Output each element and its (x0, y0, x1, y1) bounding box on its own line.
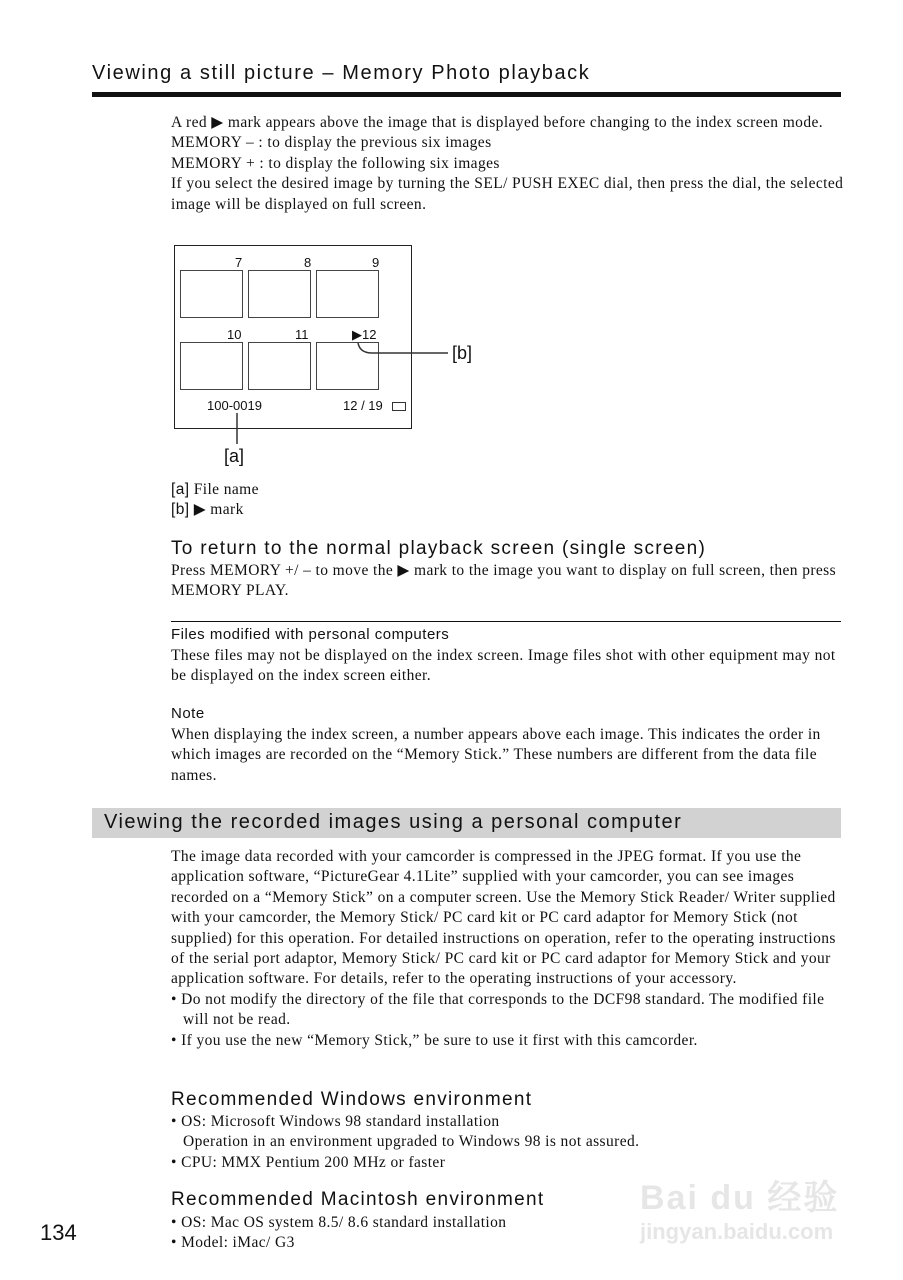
bullet-item: • If you use the new “Memory Stick,” be sure to use it first with this camcorder. (171, 1031, 698, 1049)
file-name: 100-0019 (207, 398, 262, 413)
note-heading: Note (171, 705, 205, 722)
subheading: Recommended Macintosh environment (171, 1189, 545, 1210)
legend-key: [b] (171, 501, 190, 519)
image-number: 11 (295, 327, 309, 342)
image-number: 9 (372, 255, 380, 270)
pc-section-text (171, 847, 851, 1051)
note-body: When displaying the index screen, a number appears above each image. This indicates the order in which images are recorded on the “Memory Stick.” These numbers are different from the data file names. (171, 726, 821, 784)
legend-key: [a] (171, 481, 190, 498)
baidu-watermark (640, 1170, 839, 1245)
section-band (92, 808, 841, 838)
section-body: These files may not be displayed on the index screen. Image files shot with other equipment may not be displayed on the index screen either. (171, 647, 836, 685)
legend-text: File name (189, 481, 259, 498)
bullet-item: • OS: Mac OS system 8.5/ 8.6 standard installation (171, 1214, 507, 1231)
legend-text: ▶ mark (189, 501, 244, 519)
paragraph: The image data recorded with your camcorder is compressed in the JPEG format. If you use the application software, “PictureGear 4.1Lite” supplied with your camcorder, you can see images recorded on a “Memory Stick” on a computer screen. Use the Memory Stick Reader/ Writer supplied with your camcorder, the Memory Stick/ PC card kit or PC card adaptor for Memory Stick (not supplied) for this operation. For detailed instructions on operation, refer to the operating instructions of the serial port adaptor, Memory Stick/ PC card kit or PC card adaptor for Memory Stick and your application software. For details, refer to the operating instructions of your accessory. (171, 848, 836, 988)
bullet-item: • Do not modify the directory of the file that corresponds to the DCF98 standard. The modified file will not be read. (171, 990, 825, 1029)
image-number: 8 (304, 255, 312, 270)
intro-line: A red ▶ mark appears above the image that is displayed before changing to the index screen mode. (171, 114, 824, 131)
intro-line: MEMORY + : to display the following six images (171, 154, 500, 172)
image-number-selected: ▶12 (352, 327, 377, 342)
bullet-item: • OS: Microsoft Windows 98 standard installation (171, 1113, 500, 1130)
page-number: 134 (40, 1220, 77, 1245)
image-number: 7 (235, 255, 243, 270)
intro-line: If you select the desired image by turning the SEL/ PUSH EXEC dial, then press the dial, the selected image will be displayed on full screen. (171, 175, 844, 213)
bullet-item: • CPU: MMX Pentium 200 MHz or faster (171, 1153, 446, 1171)
section-heading: To return to the normal playback screen (single screen) (171, 538, 707, 559)
section-title: Viewing the recorded images using a personal computer (104, 811, 683, 833)
bullet-item: • Model: iMac/ G3 (171, 1234, 295, 1252)
divider (171, 621, 841, 622)
subheading: Files modified with personal computers (171, 626, 450, 643)
bullet-continuation: Operation in an environment upgraded to Windows 98 is not assured. (183, 1133, 640, 1151)
windows-list (171, 1112, 851, 1173)
callout-label-b: [b] (452, 343, 473, 363)
legend (171, 480, 851, 521)
callout-lines (0, 0, 903, 480)
watermark-url: jingyan.baidu.com (640, 1219, 834, 1244)
callout-label-a: [a] (224, 446, 245, 466)
page-title: Viewing a still picture – Memory Photo playback (92, 62, 591, 84)
subheading: Recommended Windows environment (171, 1089, 533, 1110)
watermark-logo: Bai du 经验 (640, 1179, 840, 1217)
image-counter: 12 / 19 (343, 398, 383, 413)
intro-line: MEMORY – : to display the previous six images (171, 134, 492, 152)
section-body: Press MEMORY +/ – to move the ▶ mark to the image you want to display on full screen, then press MEMORY PLAY. (171, 562, 837, 600)
image-number: 10 (227, 327, 242, 342)
